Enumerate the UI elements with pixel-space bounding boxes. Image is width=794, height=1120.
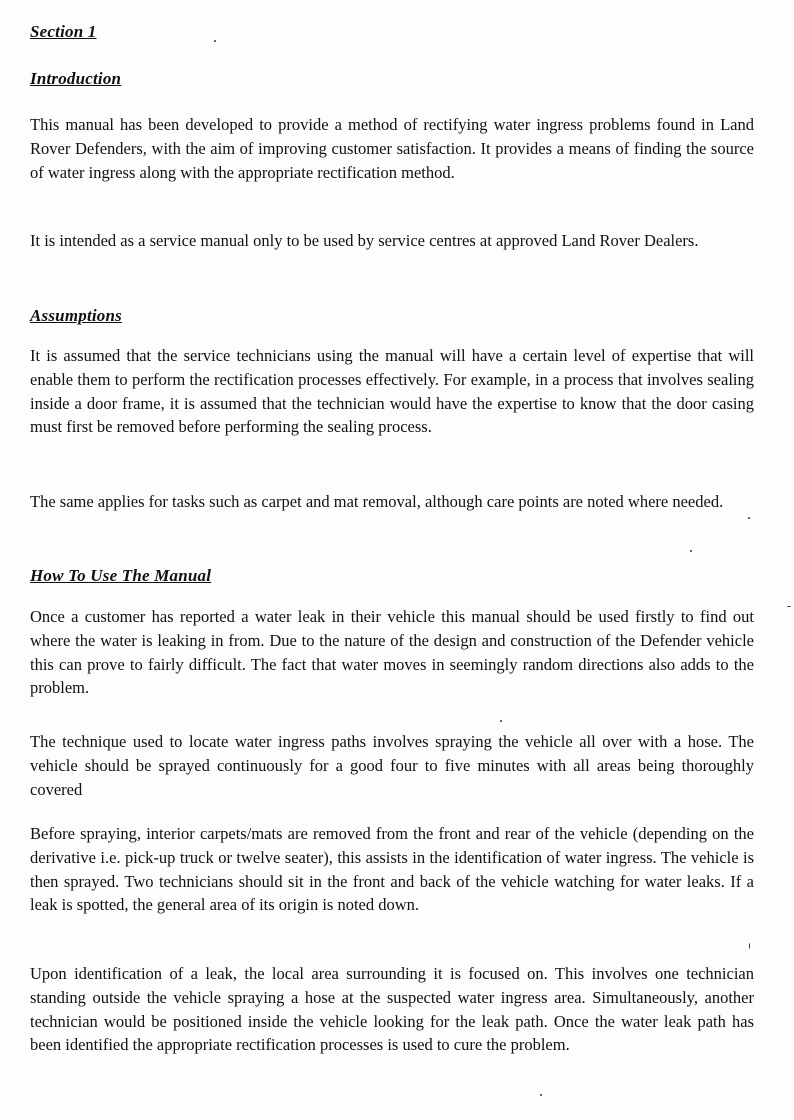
heading-how-to-use: How To Use The Manual [30,566,212,585]
scan-speck [214,40,216,42]
section-title: Section 1 [30,22,97,41]
scan-speck [748,517,750,519]
paragraph-intro-purpose: This manual has been developed to provide a method of rectifying water ingress problems found in Land Rover Defenders, with the aim of improving customer satisfaction. It provides a means of finding the source of water ingress along with the appropriate rectification method. [30,115,754,182]
heading-introduction: Introduction [30,69,122,88]
scan-speck [500,720,502,722]
scan-speck [787,606,791,607]
paragraph-how-to-use-overview: Once a customer has reported a water leak in their vehicle this manual should be used firstly to find out where the water is leaking in from. Due to the nature of the design and construction of the Defender vehicle this can prove to fairly difficult. The fact that water moves in seemingly random directions also adds to the problem. [30,607,754,698]
paragraph-how-to-use-preparation: Before spraying, interior carpets/mats are removed from the front and rear of the vehicle (depending on the derivative i.e. pick-up truck or twelve seater), this assists in the identification of water ingress. The vehicle is then sprayed. Two technicians should sit in the front and back of the vehicle watching for water leaks. If a leak is spotted, the general area of its origin is noted down. [30,824,754,915]
scan-speck [690,550,692,552]
paragraph-assumptions-expertise: It is assumed that the service technicians using the manual will have a certain level of expertise that will enable them to perform the rectification processes effectively. For example, in a process that involves sealing inside a door frame, it is assumed that the technician would have the expertise to know that the door casing must first be removed before performing the sealing process. [30,346,754,437]
scan-speck [749,943,750,949]
scan-speck [540,1094,542,1096]
paragraph-how-to-use-identification: Upon identification of a leak, the local area surrounding it is focused on. This involves one technician standing outside the vehicle spraying a hose at the suspected water ingress area. Simultaneously, another technician would be positioned inside the vehicle looking for the leak path. Once the water leak path has been identified the appropriate rectification processes is used to cure the problem. [30,964,754,1055]
paragraph-intro-scope: It is intended as a service manual only to be used by service centres at approved Land Rover Dealers. [30,231,699,250]
paragraph-assumptions-carpet: The same applies for tasks such as carpet and mat removal, although care points are noted where needed. [30,492,724,511]
paragraph-how-to-use-spraying: The technique used to locate water ingress paths involves spraying the vehicle all over with a hose. The vehicle should be sprayed continuously for a good four to five minutes with all areas being thoroughly covered [30,732,754,799]
heading-assumptions: Assumptions [30,306,122,325]
